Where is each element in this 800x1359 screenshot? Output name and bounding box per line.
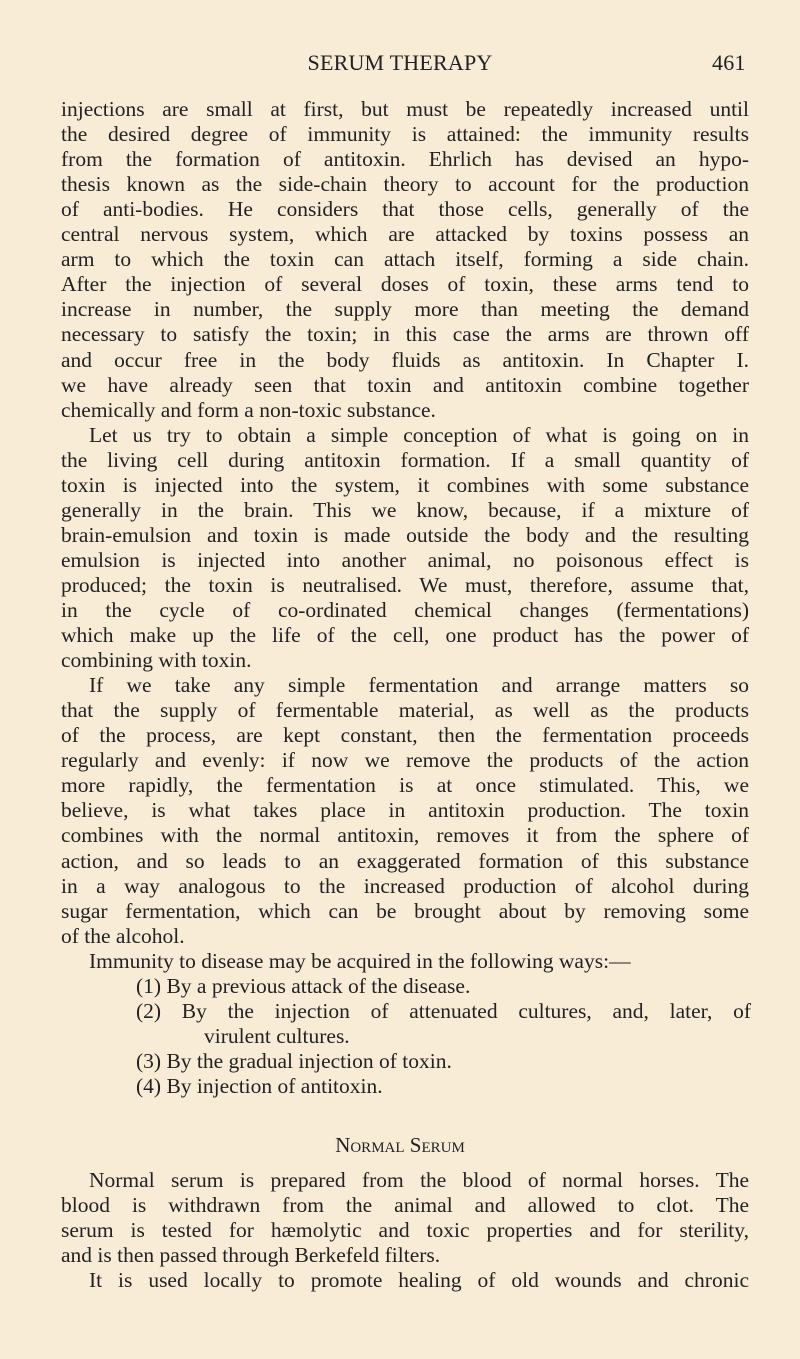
text-line: (3) By the gradual injection of toxin. — [136, 1048, 452, 1073]
text-line: increase in number, the supply more than meeting the demand — [61, 297, 749, 322]
text-line: It is used locally to promote healing of old wounds and chronic — [89, 1268, 749, 1293]
text-line: and is then passed through Berkefeld filters. — [61, 1243, 441, 1268]
text-line: more rapidly, the fermentation is at once stimulated. This, we — [61, 773, 749, 798]
text-line: the desired degree of immunity is attained: the immunity results — [61, 122, 749, 147]
text-line: Immunity to disease may be acquired in the following ways:— — [89, 948, 631, 973]
text-line: combining with toxin. — [61, 648, 252, 673]
text-line: of the process, are kept constant, then the fermentation proceeds — [61, 723, 749, 748]
running-head: SERUM THERAPY — [307, 50, 493, 75]
text-line: virulent cultures. — [204, 1023, 350, 1048]
text-line: from the formation of antitoxin. Ehrlich has devised an hypo- — [61, 147, 749, 172]
text-line: and occur free in the body fluids as antitoxin. In Chapter I. — [61, 347, 749, 372]
text-line: necessary to satisfy the toxin; in this case the arms are thrown off — [61, 322, 749, 347]
text-line: combines with the normal antitoxin, removes it from the sphere of — [61, 823, 749, 848]
text-line: arm to which the toxin can attach itself, forming a side chain. — [61, 247, 749, 272]
text-line: of the alcohol. — [61, 923, 185, 948]
text-line: that the supply of fermentable material, as well as the products — [61, 698, 749, 723]
text-line: we have already seen that toxin and antitoxin combine together — [61, 372, 749, 397]
text-line: action, and so leads to an exaggerated formation of this substance — [61, 848, 749, 873]
text-line: in a way analogous to the increased production of alcohol during — [61, 873, 749, 898]
page-number: 461 — [712, 50, 746, 75]
text-line: injections are small at first, but must be repeatedly increased until — [61, 97, 749, 121]
text-line: toxin is injected into the system, it combines with some substance — [61, 472, 749, 497]
text-line: produced; the toxin is neutralised. We must, therefore, assume that, — [61, 572, 749, 597]
text-line: which make up the life of the cell, one product has the power of — [61, 623, 749, 648]
text-line: brain-emulsion and toxin is made outside the body and the resulting — [61, 522, 749, 547]
text-line: serum is tested for hæmolytic and toxic properties and for sterility, — [61, 1218, 749, 1243]
text-line: thesis known as the side-chain theory to account for the production — [61, 172, 749, 197]
text-line: After the injection of several doses of toxin, these arms tend to — [61, 272, 749, 297]
text-line: (2) By the injection of attenuated cultures, and, later, of — [136, 998, 751, 1023]
text-line: emulsion is injected into another animal, no poisonous effect is — [61, 547, 749, 572]
text-line: believe, is what takes place in antitoxin production. The toxin — [61, 798, 749, 823]
text-line: Let us try to obtain a simple conception of what is going on in — [89, 422, 749, 447]
text-line: blood is withdrawn from the animal and allowed to clot. The — [61, 1193, 749, 1218]
text-line: (4) By injection of antitoxin. — [136, 1073, 383, 1098]
section-heading: Normal Serum — [335, 1133, 465, 1157]
text-line: the living cell during antitoxin formation. If a small quantity of — [61, 447, 749, 472]
text-line: Normal serum is prepared from the blood of normal horses. The — [89, 1168, 749, 1192]
text-line: of anti-bodies. He considers that those cells, generally of the — [61, 197, 749, 222]
text-line: chemically and form a non-toxic substance. — [61, 397, 436, 422]
text-line: (1) By a previous attack of the disease. — [136, 973, 471, 998]
text-line: sugar fermentation, which can be brought about by removing some — [61, 898, 749, 923]
text-line: in the cycle of co-ordinated chemical changes (fermentations) — [61, 598, 749, 622]
text-line: central nervous system, which are attacked by toxins possess an — [61, 222, 749, 247]
text-line: If we take any simple fermentation and arrange matters so — [89, 673, 749, 698]
text-line: generally in the brain. This we know, because, if a mixture of — [61, 497, 749, 522]
text-line: regularly and evenly: if now we remove the products of the action — [61, 748, 749, 773]
